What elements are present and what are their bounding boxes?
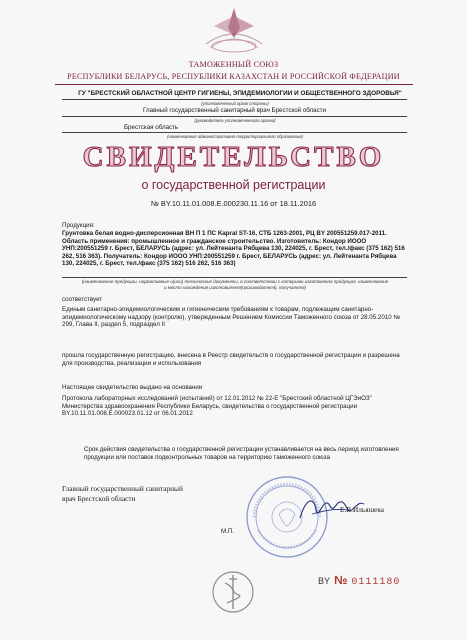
agency-name: ГУ "БРЕСТСКИЙ ОБЛАСТНОЙ ЦЕНТР ГИГИЕНЫ, ЭПИДЕМИОЛОГИИ И ОБЩЕСТВЕННОГО ЗДОРОВЬЯ"	[78, 90, 402, 97]
registration-text: прошла государственную регистрацию, внесена в Реестр свидетельств о государственной регистрации и разрешена для производства, реализации и использования	[62, 352, 400, 367]
validity-text: Срок действия свидетельства о государственной регистрации устанавливается на весь период изготовления продукции или поставок подконтрольных товаров на территорию таможенного союза	[84, 446, 399, 461]
registration-number: № BY.10.11.01.008.Е.000230.11.16 от 18.11.2016	[150, 199, 317, 208]
doctor-caption: (руководитель уполномоченного органа)	[194, 118, 276, 123]
product-heading: Продукция:	[62, 222, 95, 229]
divider	[62, 99, 407, 100]
compliance-text: Единым санитарно-эпидемиологическим и гигиеническим требованиям к товарам, подлежащим санитарно-эпидемиологическому надзору (контролю), утвержденным Решением Комиссии Таможенного союза от 28.05.2010 № 299, Глава II, раздел 5, подраздел II	[62, 306, 401, 329]
union-title: ТАМОЖЕННЫЙ СОЮЗ	[188, 60, 279, 69]
compliance-heading: соответствует	[62, 296, 103, 303]
serial-number-value: 0111180	[351, 577, 401, 588]
basis-text: Протокола лабораторных исследований (испытаний) от 12.01.2012 № 22-Е "Брестский областной ЦГЭиОЗ" Министерства здравоохранения Республики Беларусь, свидетельства о государственной регистрации BY.10.11.01.008.Е.000023.01.12 от 06.01.2012	[62, 395, 372, 418]
stamp-place-label: М.П.	[221, 528, 235, 535]
signatory-position-line2: врач Брестской области	[62, 494, 136, 503]
medical-emblem-icon	[209, 569, 257, 615]
divider	[62, 277, 407, 278]
document-subtitle: о государственной регистрации	[141, 178, 326, 192]
doctor-line: Главный государственный санитарный врач Брестской области	[143, 107, 326, 114]
basis-heading: Настоящее свидетельство выдано на основании	[62, 384, 203, 391]
signatory-name: Е.В.Ильяшева	[340, 505, 385, 514]
customs-union-emblem-icon	[196, 4, 272, 62]
region-caption: (наименование административно-территориального образования)	[167, 134, 303, 139]
document-title: СВИДЕТЕЛЬСТВО	[82, 141, 385, 173]
divider	[62, 132, 407, 133]
product-caption: (наименование продукции, нормативные и(или) технические документы, в соответствии с которыми изготовлена продукция, наименование и место нахождения изготовителя(производителя), получателя)	[81, 279, 389, 290]
agency-caption: (уполномоченный орган стороны)	[201, 101, 269, 106]
region-line: Брестская область	[124, 124, 179, 131]
union-members: РЕСПУБЛИКИ БЕЛАРУСЬ, РЕСПУБЛИКИ КАЗАХСТАН И РОССИЙСКОЙ ФЕДЕРАЦИИ	[67, 72, 400, 81]
serial-prefix: BY	[318, 576, 331, 586]
signatory-position-line1: Главный государственный санитарный	[62, 484, 183, 493]
signatory-position	[62, 484, 183, 504]
product-description: Грунтовка белая водно-дисперсионная ВН П 1 ПС Kapral ST-16, СТБ 1263-2001, РЦ BY 200551259.017-2011. Область применения: промышленное и гражданское строительство. Изготовитель: Кондор ИООО УНП:200551259 г. Брест, БЕЛАРУСЬ (адрес: ул. Лейтенанта Рябцева 130, 224025, г. Брест, тел./факс (375 162) 516 262, 516 363). Получатель: Кондор ИООО УНП:200551259 г. Брест, БЕЛАРУСЬ (адрес: ул. Лейтенанта Рябцева 130, 224025, г. Брест, тел./факс (375 162) 516 262, 516 363)	[62, 230, 405, 268]
divider	[55, 84, 413, 85]
form-serial-number	[318, 573, 400, 588]
serial-no-sign: №	[334, 573, 348, 587]
divider	[62, 116, 407, 117]
